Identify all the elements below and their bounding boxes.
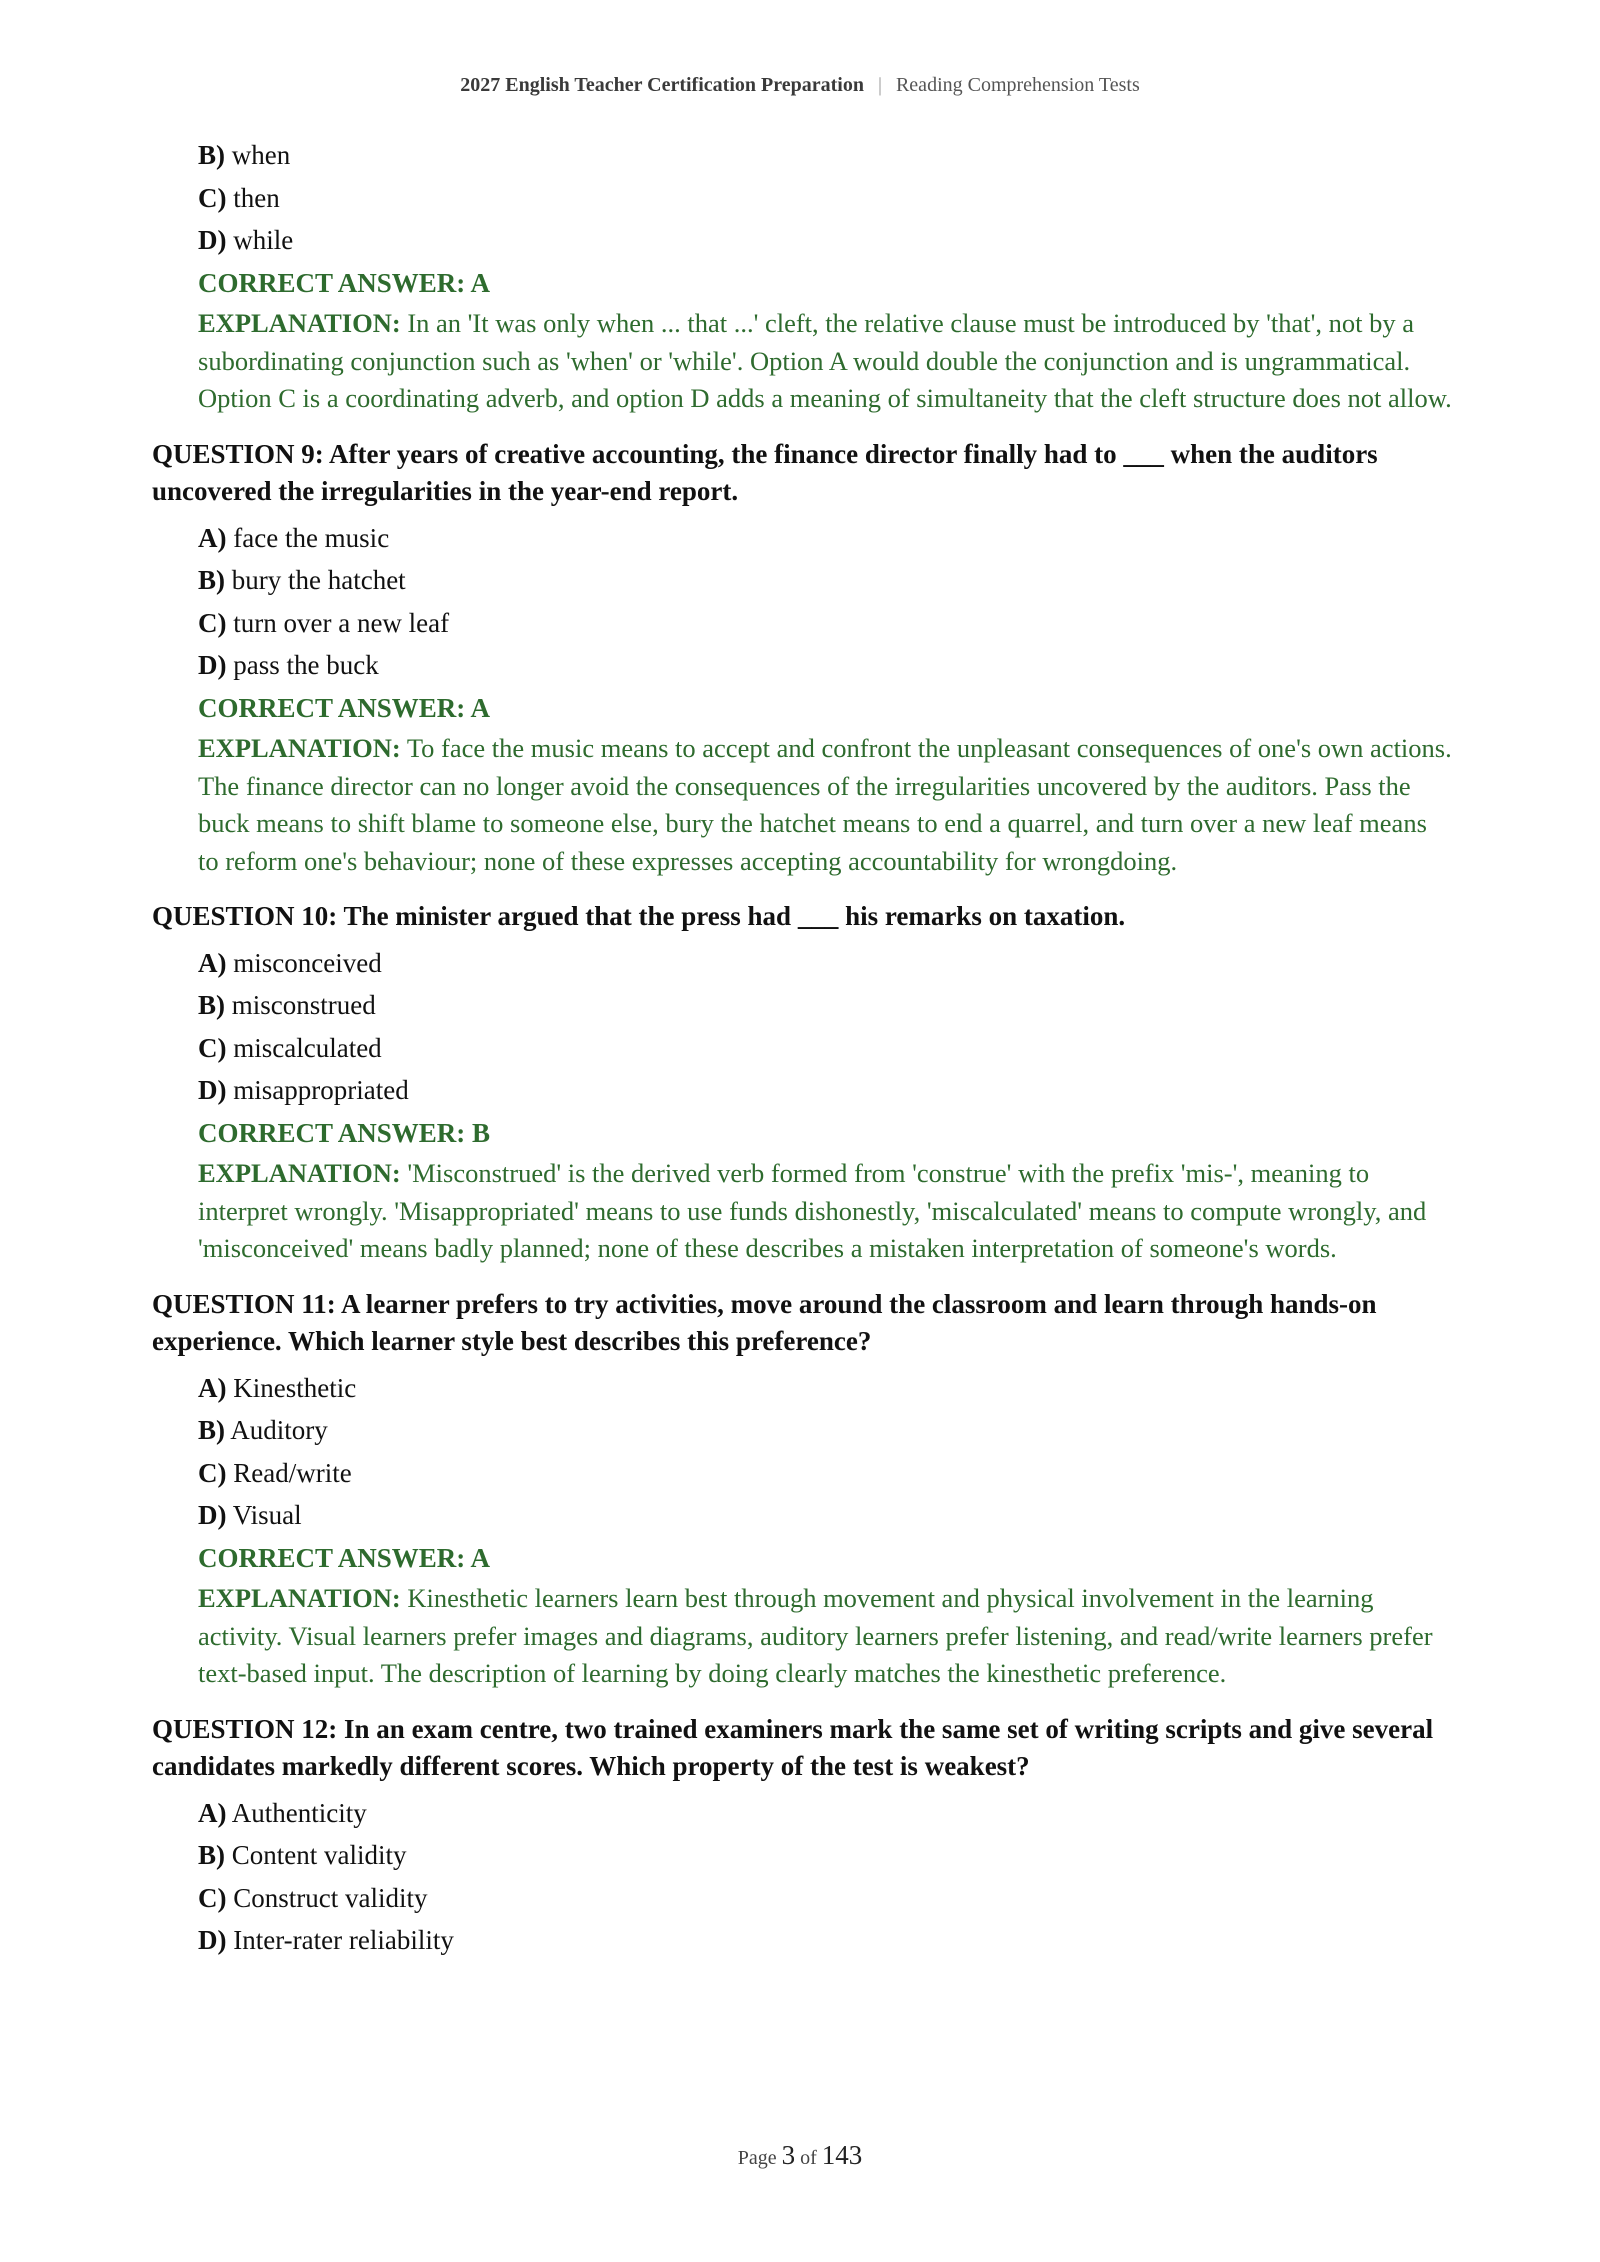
correct-answer: CORRECT ANSWER: A — [198, 267, 491, 298]
option-letter: A) — [198, 1372, 227, 1403]
option-letter: B) — [198, 990, 225, 1020]
option-letter: A) — [198, 522, 227, 553]
option-a — [198, 1367, 1452, 1410]
option-text: Authenticity — [231, 1797, 367, 1828]
explanation — [198, 1580, 1452, 1693]
explanation-label: EXPLANATION: — [198, 1583, 401, 1613]
option-letter: B) — [198, 1415, 225, 1445]
option-text: Kinesthetic — [233, 1372, 357, 1403]
option-text: Auditory — [230, 1415, 328, 1445]
option-c — [198, 1452, 1452, 1495]
option-letter: A) — [198, 947, 227, 978]
footer-page-word: Page — [737, 2147, 777, 2169]
option-d — [198, 1494, 1452, 1537]
option-text: misconstrued — [231, 990, 376, 1020]
option-text: bury the hatchet — [231, 565, 406, 595]
option-b — [198, 984, 1452, 1027]
option-text: face the music — [233, 522, 390, 553]
option-a — [198, 517, 1452, 560]
option-b — [198, 1834, 1452, 1877]
option-a — [198, 1792, 1452, 1835]
explanation-text: In an 'It was only when ... that ...' cleft, the relative clause must be introduced by 'that', not by a subordinating conjunction such as 'when' or 'while'. Option A would double the conjunction and is ungrammatical. Option C is a coordinating adverb, and option D adds a meaning of simultaneity that the cleft structure does not allow. — [198, 308, 1452, 413]
explanation — [198, 730, 1452, 880]
option-text: Construct validity — [233, 1882, 428, 1913]
explanation — [198, 305, 1452, 418]
question-heading: QUESTION 12: In an exam centre, two trained examiners mark the same set of writing scripts and give several candidates markedly different scores. Which property of the test is weakest? — [152, 1713, 1434, 1781]
option-c — [198, 177, 1452, 220]
option-letter: C) — [198, 1457, 227, 1488]
page-footer — [0, 2140, 1600, 2171]
option-c — [198, 1027, 1452, 1070]
header-separator: | — [877, 74, 882, 96]
question-10 — [152, 898, 1452, 1268]
running-header — [0, 74, 1600, 97]
explanation-text: To face the music means to accept and confront the unpleasant consequences of one's own actions. The finance director can no longer avoid the consequences of the irregularities uncovered by the auditors. Pass the buck means to shift blame to someone else, bury the hatchet means to end a quarrel, and turn over a new leaf means to reform one's behaviour; none of these expresses accepting accountability for wrongdoing. — [198, 733, 1452, 876]
question-11 — [152, 1286, 1452, 1693]
option-letter: D) — [198, 225, 227, 255]
option-text: misconceived — [233, 947, 382, 978]
option-letter: D) — [198, 650, 227, 680]
footer-of-word: of — [800, 2147, 817, 2169]
option-letter: C) — [198, 607, 227, 638]
option-letter: B) — [198, 1840, 225, 1870]
option-b — [198, 134, 1452, 177]
correct-answer: CORRECT ANSWER: A — [198, 692, 491, 723]
option-letter: B) — [198, 140, 225, 170]
option-b — [198, 1409, 1452, 1452]
correct-answer: CORRECT ANSWER: B — [198, 1117, 491, 1148]
option-d — [198, 644, 1452, 687]
option-text: turn over a new leaf — [233, 607, 450, 638]
option-text: when — [231, 140, 291, 170]
explanation-label: EXPLANATION: — [198, 308, 401, 338]
option-text: then — [233, 182, 280, 213]
option-c — [198, 602, 1452, 645]
question-heading: QUESTION 9: After years of creative accounting, the finance director finally had to ___ when the auditors uncovered the irregularities in the year-end report. — [152, 438, 1378, 506]
explanation — [198, 1155, 1452, 1268]
question-8-continued — [152, 134, 1452, 418]
option-text: while — [233, 225, 294, 255]
option-letter: D) — [198, 1075, 227, 1105]
question-heading: QUESTION 10: The minister argued that the press had ___ his remarks on taxation. — [152, 901, 1126, 931]
footer-total-pages: 143 — [821, 2140, 863, 2170]
option-d — [198, 219, 1452, 262]
option-letter: C) — [198, 1032, 227, 1063]
option-text: Read/write — [233, 1457, 352, 1488]
question-12 — [152, 1711, 1452, 1962]
option-a — [198, 942, 1452, 985]
option-letter: D) — [198, 1925, 227, 1955]
footer-current-page: 3 — [781, 2140, 796, 2170]
explanation-label: EXPLANATION: — [198, 1158, 401, 1188]
header-title: 2027 English Teacher Certification Preparation — [460, 74, 864, 96]
explanation-text: 'Misconstrued' is the derived verb formed from 'construe' with the prefix 'mis-', meaning to interpret wrongly. 'Misappropriated' means to use funds dishonestly, 'miscalculated' means to compute wrongly, and 'misconceived' means badly planned; none of these describes a mistaken interpretation of someone's words. — [198, 1158, 1427, 1263]
option-b — [198, 559, 1452, 602]
explanation-label: EXPLANATION: — [198, 733, 401, 763]
option-c — [198, 1877, 1452, 1920]
header-section: Reading Comprehension Tests — [895, 74, 1140, 96]
option-text: misappropriated — [233, 1075, 409, 1105]
option-d — [198, 1069, 1452, 1112]
explanation-text: Kinesthetic learners learn best through movement and physical involvement in the learning activity. Visual learners prefer images and diagrams, auditory learners prefer listening, and read/write learners prefer text-based input. The description of learning by doing clearly matches the kinesthetic preference. — [198, 1583, 1433, 1688]
correct-answer: CORRECT ANSWER: A — [198, 1542, 491, 1573]
option-text: Content validity — [231, 1840, 407, 1870]
question-heading: QUESTION 11: A learner prefers to try activities, move around the classroom and learn through hands-on experience. Which learner style best describes this preference? — [152, 1288, 1377, 1356]
option-letter: B) — [198, 565, 225, 595]
page-content — [152, 134, 1452, 1962]
option-text: Inter-rater reliability — [233, 1925, 454, 1955]
option-letter: A) — [198, 1797, 227, 1828]
option-letter: D) — [198, 1500, 227, 1530]
question-9 — [152, 436, 1452, 881]
option-letter: C) — [198, 182, 227, 213]
option-text: pass the buck — [233, 650, 379, 680]
option-text: miscalculated — [233, 1032, 382, 1063]
option-text: Visual — [232, 1500, 302, 1530]
option-d — [198, 1919, 1452, 1962]
option-letter: C) — [198, 1882, 227, 1913]
